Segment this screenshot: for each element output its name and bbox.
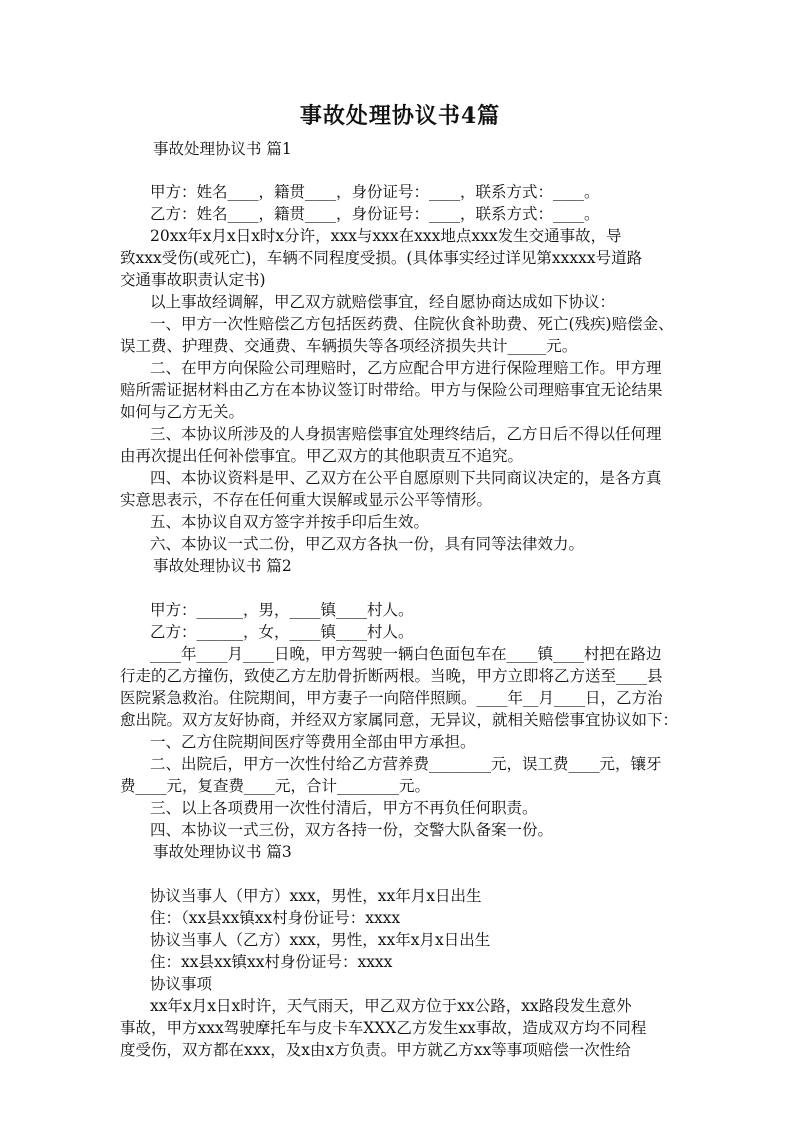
clause-line: 如何与乙方无关。	[120, 403, 245, 421]
address-line: 住：xx县xx镇xx村身份证号：xxxx	[150, 953, 393, 971]
paragraph-line: 交通事故职责认定书)	[120, 271, 266, 289]
party-a-line: 甲方：姓名____，籍贯____，身份证号：____，联系方式：____。	[150, 183, 600, 201]
document-title: 事故处理协议书4篇	[299, 103, 501, 129]
address-line: 住：（xx县xx镇xx村身份证号：xxxx	[150, 909, 401, 927]
party-b-line: 协议当事人（乙方）xxx，男性，xx年x月x日出生	[150, 931, 491, 949]
clause-line: 三、以上各项费用一次性付清后，甲方不再负任何职责。	[150, 799, 538, 817]
paragraph-line: 愈出院。双方友好协商，并经双方家属同意，无异议，就相关赔偿事宜协议如下：	[120, 711, 679, 729]
clause-line: 二、出院后，甲方一次性付给乙方营养费________元，误工费____元，镶牙	[150, 755, 662, 773]
clause-line: 六、本协议一式二份，甲乙双方各执一份，具有同等法律效力。	[150, 535, 585, 553]
party-a-line: 甲方：______，男，____镇____村人。	[150, 601, 414, 619]
paragraph-line: 行走的乙方撞伤，致使乙方左肋骨折断两根。当晚，甲方立即将乙方送至____县	[120, 667, 663, 685]
clause-line: 一、甲方一次性赔偿乙方包括医药费、住院伙食补助费、死亡(残疾)赔偿金、	[150, 315, 674, 333]
section-heading-3: 事故处理协议书 篇3	[153, 843, 292, 861]
paragraph-line: 以上事故经调解，甲乙双方就赔偿事宜，经自愿协商达成如下协议：	[150, 293, 616, 311]
party-b-line: 乙方：______，女，____镇____村人。	[150, 623, 414, 641]
clause-line: 实意思表示，不存在任何重大误解或显示公平等情形。	[120, 491, 493, 509]
clause-line: 误工费、护理费、交通费、车辆损失等各项经济损失共计_____元。	[120, 337, 578, 355]
paragraph-line: 20xx年x月x日x时x分许，xxx与xxx在xxx地点xxx发生交通事故，导	[150, 227, 622, 245]
paragraph-line: ____年____月____日晚，甲方驾驶一辆白色面包车在____镇____村把在路边	[150, 645, 662, 663]
section-heading-2: 事故处理协议书 篇2	[153, 557, 292, 575]
section-heading-1: 事故处理协议书 篇1	[153, 140, 292, 158]
paragraph-line: 致xxx受伤(或死亡)，车辆不同程度受损。(具体事实经过详见第xxxxx号道路	[120, 249, 643, 267]
clause-line: 由再次提出任何补偿事宜。甲乙双方的其他职责互不追究。	[120, 447, 524, 465]
clause-line: 一、乙方住院期间医疗等费用全部由甲方承担。	[150, 733, 476, 751]
clause-line: 赔所需证据材料由乙方在本协议签订时带给。甲方与保险公司理赔事宜无论结果	[120, 381, 663, 399]
party-b-line: 乙方：姓名____，籍贯____，身份证号：____，联系方式：____。	[150, 205, 600, 223]
clause-line: 费____元，复查费____元，合计________元。	[120, 777, 431, 795]
subheading: 协议事项	[150, 975, 213, 993]
paragraph-line: 度受伤，双方都在xxx，及x由x方负责。甲方就乙方xx等事项赔偿一次性给	[120, 1041, 631, 1059]
paragraph-line: xx年x月x日x时许，天气雨天，甲乙双方位于xx公路，xx路段发生意外	[150, 997, 632, 1015]
party-a-line: 协议当事人（甲方）xxx，男性，xx年月x日出生	[150, 887, 482, 905]
clause-line: 五、本协议自双方签字并按手印后生效。	[150, 513, 430, 531]
paragraph-line: 事故，甲方xxx驾驶摩托车与皮卡车XXX乙方发生xx事故，造成双方均不同程	[120, 1019, 647, 1037]
paragraph-line: 医院紧急救治。住院期间，甲方妻子一向陪伴照顾。____年__月____日，乙方治	[120, 689, 663, 707]
clause-line: 三、本协议所涉及的人身损害赔偿事宜处理终结后，乙方日后不得以任何理	[150, 425, 662, 443]
clause-line: 二、在甲方向保险公司理赔时，乙方应配合甲方进行保险理赔工作。甲方理	[150, 359, 662, 377]
clause-line: 四、本协议资料是甲、乙双方在公平自愿原则下共同商议决定的，是各方真	[150, 469, 662, 487]
clause-line: 四、本协议一式三份，双方各持一份，交警大队备案一份。	[150, 821, 554, 839]
